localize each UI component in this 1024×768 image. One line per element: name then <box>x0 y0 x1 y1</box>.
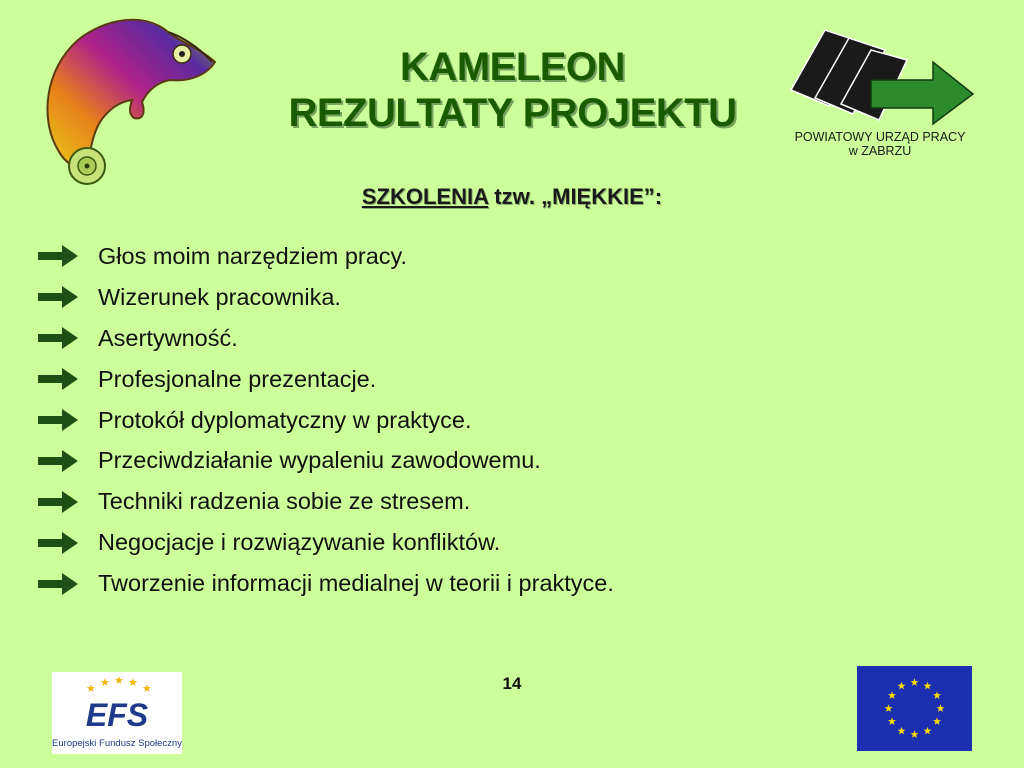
page-number: 14 <box>502 674 522 693</box>
right-arrow-icon <box>38 491 78 513</box>
list-item <box>38 440 614 481</box>
right-arrow-icon <box>38 532 78 554</box>
bullet-list <box>38 236 614 604</box>
list-item <box>38 318 614 359</box>
list-item-text: Wizerunek pracownika. <box>98 283 341 310</box>
svg-text:★: ★ <box>128 676 138 689</box>
subtitle-rest: tzw. „MIĘKKIE”: <box>488 184 663 209</box>
right-arrow-icon <box>38 286 78 308</box>
list-item-text: Głos moim narzędziem pracy. <box>98 242 408 269</box>
pup-caption-line-1: POWIATOWY URZĄD PRACY <box>794 130 966 144</box>
svg-text:★: ★ <box>86 682 96 695</box>
svg-text:★: ★ <box>114 674 124 687</box>
right-arrow-icon <box>38 409 78 431</box>
chameleon-icon <box>30 10 230 185</box>
list-item <box>38 277 614 318</box>
list-item <box>38 359 614 400</box>
eu-flag-icon <box>857 666 972 751</box>
list-item-text: Profesjonalne prezentacje. <box>98 365 377 392</box>
list-item <box>38 400 614 441</box>
right-arrow-icon <box>38 573 78 595</box>
list-item-text: Asertywność. <box>98 324 238 351</box>
powiatowy-urzad-pracy-logo <box>785 28 985 160</box>
right-arrow-icon <box>38 327 78 349</box>
efs-logo <box>52 672 182 754</box>
list-item-text: Negocjacje i rozwiązywanie konfliktów. <box>98 529 501 556</box>
subtitle-underlined: SZKOLENIA <box>361 184 489 209</box>
section-subtitle <box>0 184 1024 210</box>
pup-logo-graphic <box>785 28 985 128</box>
efs-caption: Europejski Fundusz Społeczny <box>52 738 182 749</box>
svg-text:★: ★ <box>100 676 110 689</box>
efs-logo-graphic <box>52 672 182 738</box>
list-item-text: Protokół dyplomatyczny w praktyce. <box>98 406 472 433</box>
title-line-2: REZULTATY PROJEKTU <box>288 91 737 135</box>
efs-letters: EFS <box>85 697 149 733</box>
list-item <box>38 522 614 563</box>
right-arrow-icon <box>38 368 78 390</box>
right-arrow-icon <box>38 245 78 267</box>
svg-text:★: ★ <box>142 682 152 695</box>
pup-caption-line-2: w ZABRZU <box>848 144 912 158</box>
list-item-text: Tworzenie informacji medialnej w teorii i praktyce. <box>98 570 614 597</box>
title-line-1: KAMELEON <box>400 45 625 89</box>
list-item-text: Techniki radzenia sobie ze stresem. <box>98 488 471 515</box>
list-item <box>38 481 614 522</box>
list-item <box>38 563 614 604</box>
pup-caption <box>785 130 975 158</box>
right-arrow-icon <box>38 450 78 472</box>
list-item-text: Przeciwdziałanie wypaleniu zawodowemu. <box>98 447 541 474</box>
slide-title <box>240 44 785 136</box>
list-item <box>38 236 614 277</box>
